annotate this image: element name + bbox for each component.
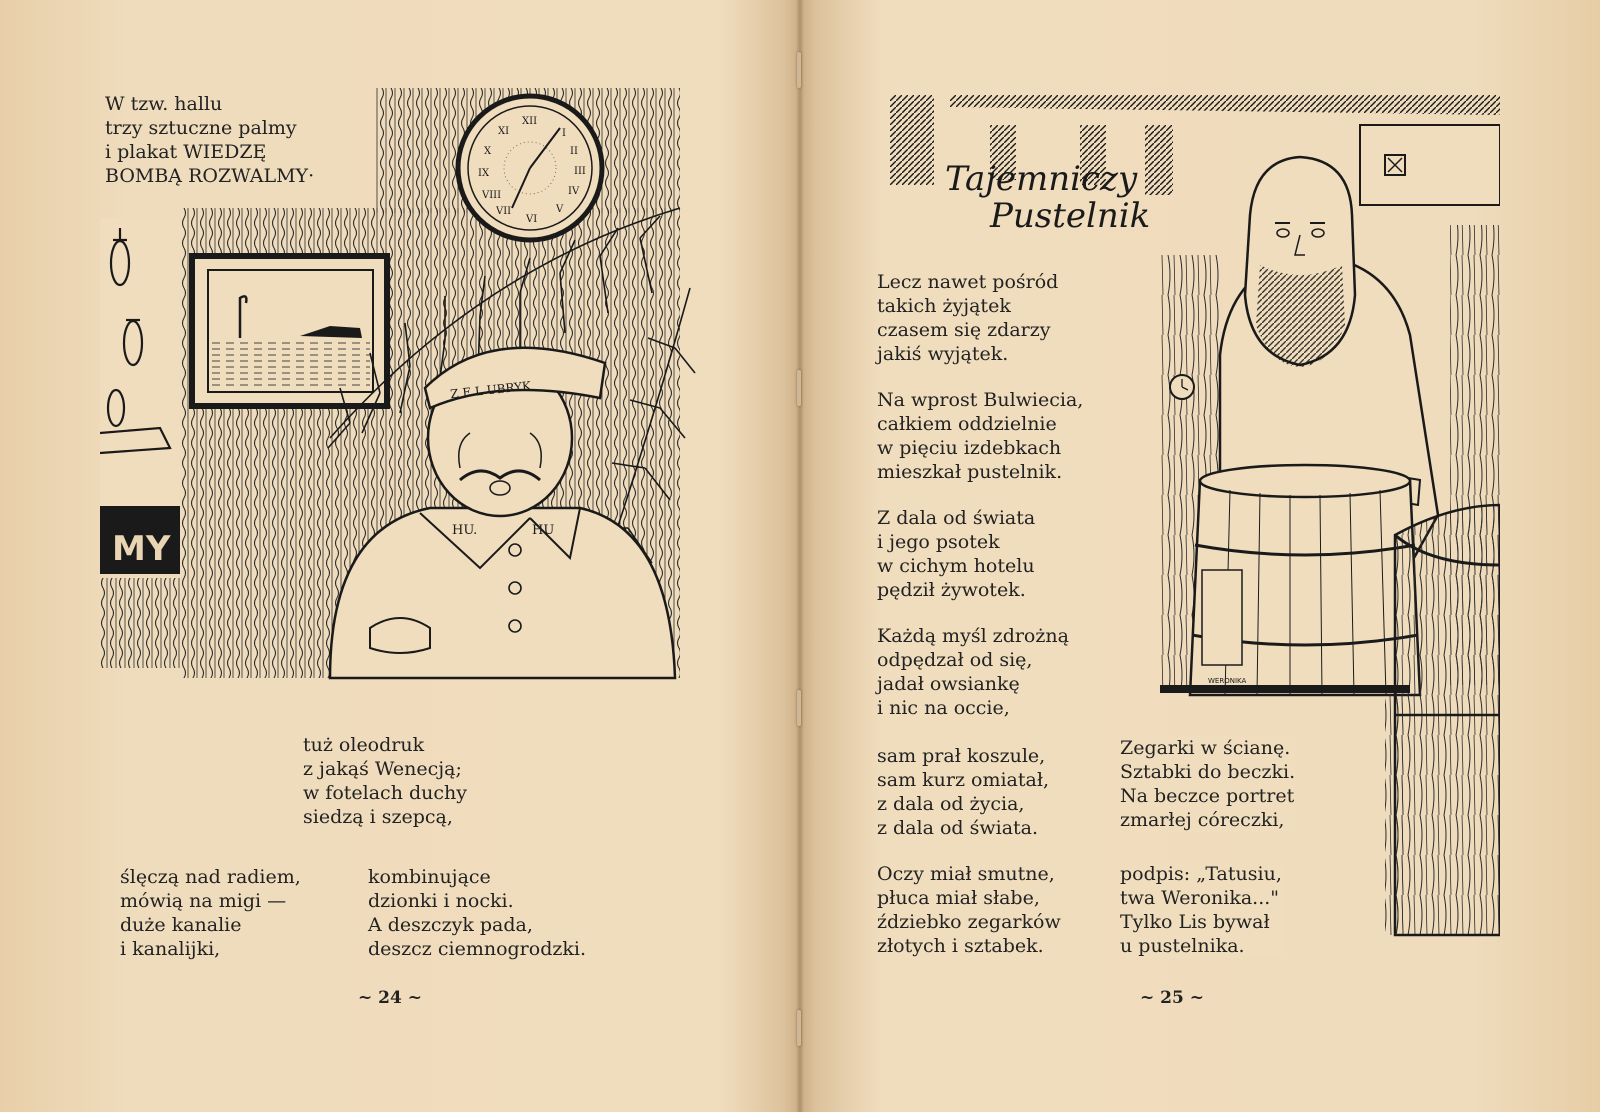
stanza-bottom-right: kombinujące dzionki i nocki. A deszczyk pada, deszcz ciemnogrodzki.: [368, 866, 586, 960]
stanza: Lecz nawet pośród takich żyjątek czasem się zdarzy jakiś wyjątek.: [877, 271, 1059, 365]
svg-text:MY: MY: [112, 529, 171, 569]
svg-text:Pustelnik: Pustelnik: [990, 196, 1151, 236]
poster-sign: [100, 506, 180, 574]
svg-text:IV: IV: [568, 186, 580, 197]
venice-painting: [192, 256, 387, 406]
stanza-intro: W tzw. hallu trzy sztuczne palmy i plakat WIEDZĘ BOMBĄ ROZWALMY·: [105, 93, 315, 187]
svg-text:VII: VII: [496, 206, 512, 217]
svg-text:X: X: [484, 146, 492, 157]
page-number-left: ~ 24 ~: [358, 988, 422, 1008]
stanza: Oczy miał smutne, płuca miał słabe, ździebko zegarków złotych i sztabek.: [877, 863, 1061, 957]
barrel: [1190, 465, 1420, 695]
svg-text:XI: XI: [498, 126, 510, 137]
svg-text:Tajemniczy: Tajemniczy: [945, 159, 1138, 199]
stanza-bottom-left: ślęczą nad radiem, mówią na migi — duże kanalie i kanalijki,: [120, 866, 301, 960]
wooden-tub: [1395, 505, 1500, 935]
shelf-cabinet: [1360, 125, 1500, 205]
svg-text:WERONIKA: WERONIKA: [1208, 677, 1247, 685]
svg-text:Z E L UBRYK: Z E L UBRYK: [449, 378, 532, 402]
svg-text:VIII: VIII: [482, 190, 502, 201]
portrait-frame: [1202, 570, 1242, 665]
stanza: sam prał koszule, sam kurz omiatał, z dala od życia, z dala od świata.: [877, 745, 1050, 839]
svg-text:XII: XII: [522, 116, 538, 127]
stanza-middle: tuż oleodruk z jakąś Wenecją; w fotelach duchy siedzą i szepcą,: [303, 734, 467, 828]
poem-title: [945, 159, 1150, 236]
stanza: Na wprost Bulwiecia, całkiem oddzielnie w pięciu izdebkach mieszkał pustelnik.: [877, 389, 1084, 483]
stanza: Zegarki w ścianę. Sztabki do beczki. Na beczce portret zmarłej córeczki,: [1120, 737, 1296, 831]
floor-line: [1160, 685, 1410, 693]
svg-text:HU: HU: [532, 523, 555, 538]
wall-clock-icon: [458, 96, 602, 240]
svg-text:IX: IX: [478, 168, 490, 179]
svg-text:V: V: [556, 204, 564, 215]
right-page: [802, 0, 1600, 1112]
stanza: podpis: „Tatusiu, twa Weronika..." Tylko Lis bywał u pustelnika.: [1120, 863, 1282, 957]
page-number-right: ~ 25 ~: [1140, 988, 1204, 1008]
ceiling-beam: [890, 95, 934, 185]
svg-text:HU.: HU.: [452, 523, 478, 538]
left-page: [0, 0, 798, 1112]
svg-text:III: III: [574, 166, 586, 177]
svg-text:VI: VI: [526, 214, 538, 225]
svg-text:II: II: [570, 146, 578, 157]
stanza: Każdą myśl zdrożną odpędzał od się, jadał owsiankę i nic na occie,: [877, 625, 1069, 719]
stanza: Z dala od świata i jego psotek w cichym hotelu pędził żywotek.: [877, 507, 1036, 601]
svg-text:I: I: [562, 128, 566, 139]
